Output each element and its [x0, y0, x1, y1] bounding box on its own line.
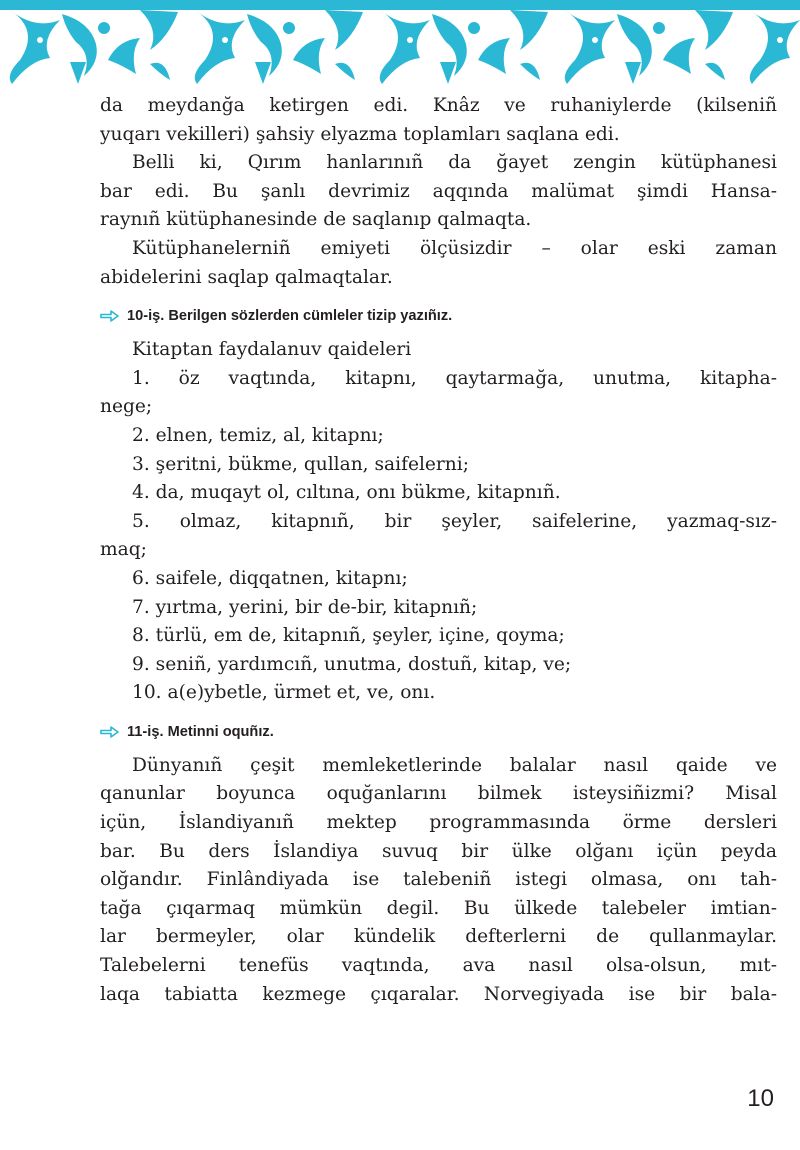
text-line: lar bermeyler, olar kündelik defterlerni de qullanmaylar. [100, 926, 777, 948]
page-number: 10 [747, 1085, 774, 1112]
reading-text [100, 752, 777, 1009]
list-item: 4. da, muqayt ol, cıltına, onı bükme, kitapnıñ. [132, 482, 561, 504]
arrow-right-icon [100, 726, 119, 738]
task-10-heading [100, 306, 777, 326]
text-line: olğandır. Finlândiyada ise talebeniñ istegi olmasa, onı tah- [100, 869, 777, 891]
text-line: abidelerini saqlap qalmaqtalar. [100, 266, 393, 288]
text-line: tağa çıqarmaq mümkün degil. Bu ülkede talebeler imtian- [100, 897, 777, 919]
text-line: maq; [100, 539, 147, 561]
list-item [100, 508, 777, 565]
text-line: laqa tabiatta kezmege çıqaralar. Norvegiyada ise bir bala- [100, 983, 777, 1005]
list-item: 6. saifele, diqqatnen, kitapnı; [132, 567, 408, 589]
text-line: 1. öz vaqtında, kitapnı, qaytarmağa, unutma, kitapha- [132, 367, 777, 389]
list-item: 3. şeritni, bükme, qullan, saifelerni; [132, 453, 469, 475]
task-10-title: 10-iş. Berilgen sözlerden cümleler tizip yazıñız. [127, 308, 453, 325]
text-line: içün, İslandiyanıñ mektep programmasında örme dersleri [100, 812, 777, 834]
text-line: bar. Bu ders İslandiya suvuq bir ülke olğanı içün peyda [100, 840, 777, 862]
list-item: 2. elnen, temiz, al, kitapnı; [132, 424, 384, 446]
text-line: 5. olmaz, kitapnıñ, bir şeyler, saifelerine, yazmaq-sız- [132, 510, 777, 532]
text-line: bar edi. Bu şanlı devrimiz aqqında malümat şimdi Hansa- [100, 180, 777, 202]
text-line: Talebelerni tenefüs vaqtında, ava nasıl olsa-olsun, mıt- [100, 955, 777, 977]
text-line: nege; [100, 396, 153, 418]
text-line: Dünyanıñ çeşit memleketlerinde balalar nasıl qaide ve [132, 754, 777, 776]
list-item: 8. türlü, em de, kitapnıñ, şeyler, içine, qoyma; [132, 625, 565, 647]
text-line: Kütüphanelerniñ emiyeti ölçüsizdir – olar eski zaman [132, 237, 777, 259]
intro-paragraph-3 [100, 235, 777, 292]
page-content [100, 92, 777, 1009]
rules-list [100, 365, 777, 708]
intro-paragraph-1 [100, 92, 777, 149]
arrow-right-icon [100, 310, 119, 322]
text-line: qanunlar boyunca oquğanlarını bilmek isteysiñizmi? Misal [100, 783, 777, 805]
task-11-title: 11-iş. Metinni oquñız. [127, 723, 274, 740]
list-item: 9. seniñ, yardımcıñ, unutma, dostuñ, kitap, ve; [132, 653, 572, 675]
text-line: yuqarı vekilleri) şahsiy elyazma toplamları saqlana edi. [100, 123, 620, 145]
intro-paragraph-2 [100, 149, 777, 235]
floral-border-icon [0, 0, 800, 86]
list-item: 7. yırtma, yerini, bir de-bir, kitapnıñ; [132, 596, 478, 618]
text-line: Belli ki, Qırım hanlarınıñ da ğayet zengin kütüphanesi [132, 152, 777, 174]
task-11-heading [100, 722, 777, 742]
rules-title: Kitaptan faydalanuv qaideleri [132, 339, 412, 361]
text-line: da meydanğa ketirgen edi. Knâz ve ruhaniylerde (kilseniñ [100, 95, 777, 116]
text-line: raynıñ kütüphanesinde de saqlanıp qalmaqta. [100, 209, 532, 231]
list-item [100, 365, 777, 422]
list-item: 10. a(e)ybetle, ürmet et, ve, onı. [132, 682, 436, 704]
